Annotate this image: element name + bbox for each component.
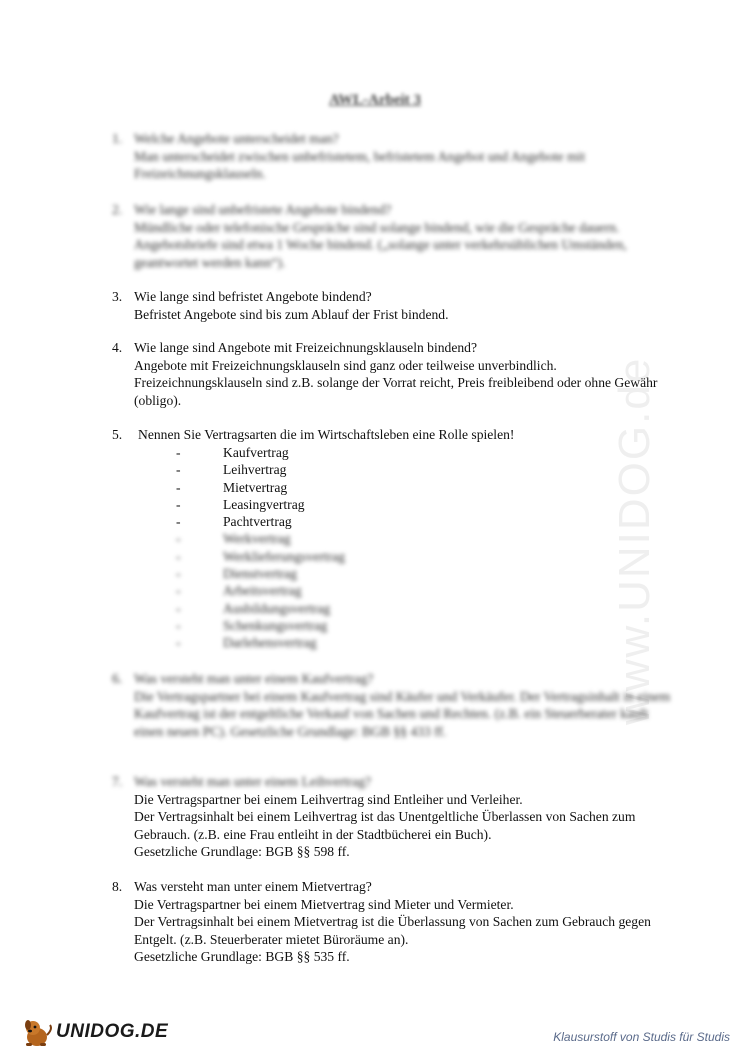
question-text: Wie lange sind Angebote mit Freizeichnungsklauseln bindend?: [134, 340, 477, 355]
list-item: - Werklieferungsvertrag: [176, 548, 345, 564]
question-number: 7.: [112, 774, 123, 789]
question-number: 1.: [112, 131, 123, 146]
question-4: [112, 339, 672, 409]
question-7: [112, 773, 672, 861]
document-title: AWL-Arbeit 3: [328, 92, 422, 108]
footer-tagline: Klausurstoff von Studis für Studis: [553, 1030, 730, 1044]
question-text: Wie lange sind befristet Angebote bindend?: [134, 289, 372, 304]
question-text: Was versteht man unter einem Mietvertrag?: [134, 879, 372, 894]
question-number: 5.: [112, 427, 123, 442]
contract-types-list: [176, 444, 345, 652]
list-item: - Schenkungsvertrag: [176, 617, 328, 633]
list-item: - Werkvertrag: [176, 531, 291, 547]
answer-text: Der Vertragsinhalt bei einem Mietvertrag ist die Überlassung von Sachen zum Gebrauch gegen Entgelt. (z.B. Steuerberater mietet Büroräume an).: [134, 914, 651, 947]
question-2: [112, 201, 672, 271]
question-6: [112, 670, 672, 740]
question-1: [112, 130, 672, 183]
answer-text: Die Vertragspartner bei einem Leihvertrag sind Entleiher und Verleiher.: [134, 791, 523, 807]
list-item: - Kaufvertrag: [176, 445, 289, 460]
list-item: - Pachtvertrag: [176, 514, 292, 530]
dog-mascot-icon: [20, 1015, 54, 1049]
question-5: [112, 426, 672, 444]
question-number: 8.: [112, 879, 123, 894]
question-number: 4.: [112, 340, 123, 355]
list-item: - Leihvertrag: [176, 462, 287, 478]
question-8: [112, 878, 672, 966]
logo-text: UNIDOG.DE: [56, 1021, 169, 1042]
unidog-logo[interactable]: [20, 1014, 168, 1050]
list-item: - Leasingvertrag: [176, 496, 305, 512]
question-3: [112, 288, 672, 323]
question-number: 3.: [112, 289, 123, 304]
answer-text: Mündliche oder telefonische Gespräche sind solange bindend, wie die Gespräche dauern. Angebotsbriefe sind etwa 1 Woche bindend. („solange unter verkehrsüblichen Umständen, geantwortet werden kann“).: [134, 219, 627, 270]
answer-text: Gesetzliche Grundlage: BGB §§ 535 ff.: [134, 949, 350, 964]
question-text: Nennen Sie Vertragsarten die im Wirtschaftsleben eine Rolle spielen!: [138, 427, 515, 442]
list-item: - Ausbildungsvertrag: [176, 600, 331, 616]
question-number: 2.: [112, 202, 123, 217]
answer-text: Angebote mit Freizeichnungsklauseln sind ganz oder teilweise unverbindlich. Freizeichnungsklauseln sind z.B. solange der Vorrat reicht, Preis freibleibend oder ohne Gewähr (obligo).: [134, 357, 658, 408]
watermark: www.UNIDOG.de: [610, 356, 659, 725]
list-item: - Arbeitsvertrag: [176, 583, 302, 599]
question-text: Wie lange sind unbefristete Angebote bindend?: [134, 202, 392, 217]
question-text: Welche Angebote unterscheidet man?: [134, 131, 339, 146]
question-text: Was versteht man unter einem Kaufvertrag?: [134, 671, 374, 686]
list-item: - Dienstvertrag: [176, 566, 297, 582]
list-item: - Mietvertrag: [176, 479, 288, 495]
answer-text: Der Vertragsinhalt bei einem Leihvertrag ist das Unentgeltliche Überlassen von Sachen zum Gebrauch. (z.B. eine Frau entleiht in der Stadtbücherei ein Buch).: [134, 809, 636, 842]
question-number: 6.: [112, 671, 123, 686]
answer-text: Die Vertragspartner bei einem Kaufvertrag sind Käufer und Verkäufer. Der Vertragsinhalt in einem Kaufvertrag ist der entgeltliche Verkauf von Sachen und Rechten. (z.B. ein Steuerberater kauft einen neuen PC). Gesetzliche Grundlage: BGB §§ 433 ff.: [134, 688, 671, 739]
answer-text: Man unterscheidet zwischen unbefristetem, befristetem Angebot und Angebote mit Freizeichnungsklauseln.: [134, 148, 586, 181]
list-item: - Darlehensvertrag: [176, 635, 317, 651]
answer-text: Die Vertragspartner bei einem Mietvertrag sind Mieter und Vermieter.: [134, 896, 514, 912]
answer-text: Gesetzliche Grundlage: BGB §§ 598 ff.: [134, 844, 350, 859]
answer-text: Befristet Angebote sind bis zum Ablauf der Frist bindend.: [134, 306, 449, 322]
question-text: Was versteht man unter einem Leihvertrag?: [134, 774, 372, 789]
